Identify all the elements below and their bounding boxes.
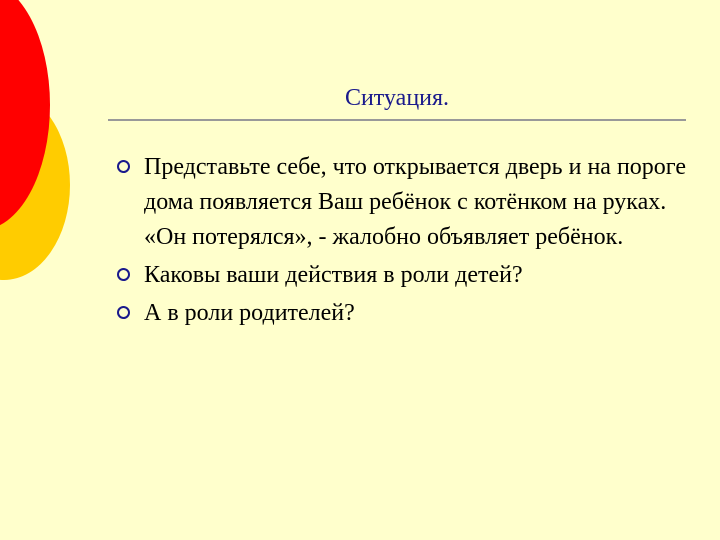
bullet-item — [114, 150, 694, 255]
title-divider — [108, 119, 686, 121]
bullet-text: Представьте себе, что открывается дверь и на пороге дома появляется Ваш ребёнок с котёнком на руках. «Он потерялся», - жалобно объявляет ребёнок. — [144, 154, 686, 250]
bullet-text: А в роли родителей? — [144, 300, 355, 326]
slide-title: Ситуация. — [344, 85, 450, 111]
bullet-list — [114, 150, 694, 334]
hollow-circle-bullet-icon — [117, 306, 130, 319]
bullet-text: Каковы ваши действия в роли детей? — [144, 262, 523, 288]
bullet-item — [114, 258, 694, 293]
bullet-item — [114, 296, 694, 331]
hollow-circle-bullet-icon — [117, 268, 130, 281]
hollow-circle-bullet-icon — [117, 160, 130, 173]
